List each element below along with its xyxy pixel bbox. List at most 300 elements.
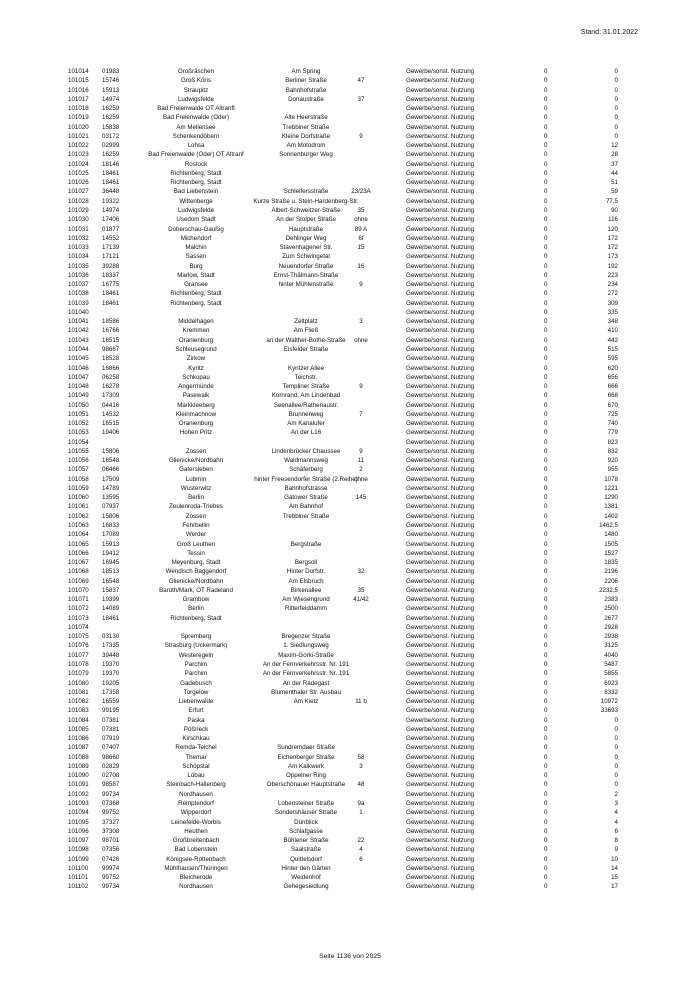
value-a: 0	[544, 179, 548, 187]
value-a: 0	[544, 790, 548, 798]
city: Nordhausen	[179, 883, 213, 891]
house-number: 1	[359, 809, 363, 817]
row-id: 101014	[68, 68, 89, 75]
city: Werder	[185, 531, 207, 539]
row-id: 101079	[68, 670, 89, 678]
value-b: 335	[607, 308, 618, 316]
street: Gehegesiedlung	[283, 883, 329, 891]
street: Bahnhofstraße	[285, 86, 327, 94]
postal-code: 19370	[102, 661, 120, 668]
row-id: 101024	[68, 160, 89, 168]
city: Kleinmachnow	[175, 410, 217, 418]
usage-type: Gewerbe/sonst. Nutzung	[406, 623, 475, 631]
city: Berlin	[188, 494, 204, 502]
row-id: 101064	[68, 531, 89, 539]
value-b: 823	[607, 438, 618, 446]
value-a: 0	[544, 623, 548, 631]
city: Bleicherode	[179, 874, 213, 882]
house-number: 9	[359, 281, 363, 289]
value-b: 779	[607, 429, 618, 437]
street: An der Stolper Straße	[276, 216, 336, 224]
value-b: 5487	[604, 661, 618, 668]
usage-type: Gewerbe/sonst. Nutzung	[406, 262, 475, 270]
value-b: 2	[614, 790, 618, 798]
postal-code: 02708	[102, 772, 120, 780]
row-id: 101035	[68, 262, 89, 270]
house-number: 9	[359, 383, 363, 391]
value-a: 0	[544, 318, 548, 326]
city: Gatersleben	[179, 466, 213, 474]
street: Am Bahnhof	[288, 503, 324, 511]
house-number: 47	[357, 77, 365, 85]
postal-code: 16766	[102, 327, 120, 335]
row-id: 101018	[68, 105, 89, 113]
value-a: 0	[544, 429, 548, 437]
row-id: 101085	[68, 725, 89, 733]
postal-code: 07381	[102, 716, 120, 724]
usage-type: Gewerbe/sonst. Nutzung	[406, 577, 475, 585]
row-id: 101050	[68, 401, 89, 409]
postal-code: 07426	[102, 855, 120, 863]
street: Albert-Schweitzer-Straße	[271, 206, 341, 214]
row-id: 101056	[68, 457, 89, 465]
row-id: 101078	[68, 661, 89, 668]
row-id: 101058	[68, 475, 89, 483]
postal-code: 39448	[102, 651, 120, 659]
value-b: 1835	[604, 559, 618, 567]
postal-code: 16866	[102, 364, 120, 372]
usage-type: Gewerbe/sonst. Nutzung	[406, 864, 475, 872]
usage-type: Gewerbe/sonst. Nutzung	[406, 290, 475, 298]
usage-type: Gewerbe/sonst. Nutzung	[406, 781, 475, 789]
row-id: 101059	[68, 484, 89, 492]
postal-code: 04416	[102, 401, 120, 409]
street: Am Kalkwerk	[287, 762, 325, 770]
usage-type: Gewerbe/sonst. Nutzung	[406, 568, 475, 576]
city: Strasburg (Uckermark)	[164, 642, 228, 650]
city: Heuthen	[184, 827, 208, 835]
city: Wipperdorf	[180, 809, 212, 817]
row-id: 101033	[68, 244, 89, 252]
street: hinter Mühlenstraße	[278, 281, 334, 289]
row-id: 101026	[68, 179, 89, 187]
value-b: 15	[611, 874, 618, 882]
value-a: 0	[544, 614, 548, 622]
usage-type: Gewerbe/sonst. Nutzung	[406, 484, 475, 492]
city: Lohsa	[187, 142, 205, 150]
house-number: 6f	[358, 234, 364, 242]
postal-code: 99974	[102, 864, 120, 872]
house-number: ohne	[354, 216, 368, 224]
usage-type: Gewerbe/sonst. Nutzung	[406, 197, 475, 205]
postal-code: 15913	[102, 86, 120, 94]
value-a: 0	[544, 68, 548, 75]
value-b: 2928	[604, 623, 618, 631]
row-id: 101091	[68, 781, 89, 789]
value-a: 0	[544, 503, 548, 511]
postal-code: 15913	[102, 540, 120, 548]
row-id: 101030	[68, 216, 89, 224]
street: An der Fernverkehrsstr. Nr. 191	[262, 661, 350, 668]
house-number: 58	[357, 753, 365, 761]
usage-type: Gewerbe/sonst. Nutzung	[406, 753, 475, 761]
street: Schlafgasse	[289, 827, 323, 835]
value-b: 3	[614, 799, 618, 807]
value-a: 0	[544, 688, 548, 696]
row-id: 101045	[68, 355, 89, 363]
usage-type: Gewerbe/sonst. Nutzung	[406, 735, 475, 743]
value-a: 0	[544, 586, 548, 594]
usage-type: Gewerbe/sonst. Nutzung	[406, 345, 475, 353]
value-b: 90	[611, 206, 618, 214]
value-b: 309	[607, 299, 618, 307]
value-b: 10	[611, 855, 618, 863]
value-b: 0	[614, 95, 618, 103]
value-a: 0	[544, 401, 548, 409]
city: Remptendorf	[178, 799, 214, 807]
value-a: 0	[544, 735, 548, 743]
usage-type: Gewerbe/sonst. Nutzung	[406, 160, 475, 168]
postal-code: 16259	[102, 105, 120, 113]
value-a: 0	[544, 466, 548, 474]
usage-type: Gewerbe/sonst. Nutzung	[406, 308, 475, 316]
value-b: 0	[614, 735, 618, 743]
usage-type: Gewerbe/sonst. Nutzung	[406, 670, 475, 678]
value-b: 4	[614, 809, 618, 817]
house-number: 2	[359, 466, 363, 474]
city: Königsee-Rottenbach	[166, 855, 226, 863]
value-a: 0	[544, 642, 548, 650]
value-b: 33693	[600, 707, 618, 715]
row-id: 101040	[68, 308, 89, 316]
postal-code: 07368	[102, 799, 120, 807]
postal-code: 06466	[102, 466, 120, 474]
street: Kurze Straße u. Stein-Hardenberg-Str.	[253, 197, 359, 205]
postal-code: 16278	[102, 383, 120, 391]
postal-code: 07937	[102, 503, 120, 511]
city: Zossen	[185, 447, 207, 455]
value-b: 14	[611, 864, 618, 872]
value-b: 725	[607, 410, 618, 418]
row-id: 101083	[68, 707, 89, 715]
value-b: 0	[614, 114, 618, 122]
postal-code: 16548	[102, 577, 120, 585]
usage-type: Gewerbe/sonst. Nutzung	[406, 336, 475, 344]
row-id: 101065	[68, 540, 89, 548]
value-b: 2383	[604, 596, 618, 604]
value-b: 2677	[604, 614, 618, 622]
usage-type: Gewerbe/sonst. Nutzung	[406, 68, 475, 75]
usage-type: Gewerbe/sonst. Nutzung	[406, 725, 475, 733]
street: An der L16	[290, 429, 322, 437]
row-id: 101038	[68, 290, 89, 298]
postal-code: 16945	[102, 559, 120, 567]
street: Sonnenburger Weg	[279, 151, 333, 159]
house-number: 3	[359, 318, 363, 326]
city: Malchin	[185, 244, 207, 252]
street: Am Elsbruch	[288, 577, 324, 585]
value-a: 0	[544, 855, 548, 863]
value-b: 12	[611, 142, 618, 150]
city: Doberschau-Gaußig	[168, 225, 224, 233]
street: Quittelsdorf	[290, 855, 322, 863]
house-number: 11 b	[355, 698, 367, 706]
row-id: 101029	[68, 206, 89, 214]
street: Sundremdaer Straße	[277, 744, 335, 752]
house-number: 9	[359, 132, 363, 140]
usage-type: Gewerbe/sonst. Nutzung	[406, 281, 475, 289]
value-a: 0	[544, 225, 548, 233]
postal-code: 16548	[102, 457, 120, 465]
street: Trebbiner Straße	[282, 123, 330, 131]
city: Großräschen	[177, 68, 215, 75]
street: Bregenzer Straße	[281, 633, 331, 641]
value-b: 1527	[604, 549, 618, 557]
usage-type: Gewerbe/sonst. Nutzung	[406, 438, 475, 446]
value-a: 0	[544, 216, 548, 224]
value-a: 0	[544, 114, 548, 122]
usage-type: Gewerbe/sonst. Nutzung	[406, 188, 475, 196]
city: Schleusegrund	[175, 345, 217, 353]
street: Kornrand, Am Lindenbad	[271, 392, 341, 400]
usage-type: Gewerbe/sonst. Nutzung	[406, 698, 475, 706]
postal-code: 17309	[102, 392, 120, 400]
city: Bad Lobenstein	[174, 846, 218, 854]
usage-type: Gewerbe/sonst. Nutzung	[406, 466, 475, 474]
usage-type: Gewerbe/sonst. Nutzung	[406, 809, 475, 817]
usage-type: Gewerbe/sonst. Nutzung	[406, 651, 475, 659]
street: Bahnhofstrasse	[284, 484, 328, 492]
usage-type: Gewerbe/sonst. Nutzung	[406, 271, 475, 279]
value-a: 0	[544, 123, 548, 131]
row-id: 101063	[68, 522, 89, 530]
row-id: 101043	[68, 336, 89, 344]
city: Groß Leuthen	[176, 540, 216, 548]
row-id: 101100	[68, 864, 89, 872]
postal-code: 02829	[102, 762, 120, 770]
row-id: 101042	[68, 327, 89, 335]
row-id: 101060	[68, 494, 89, 502]
value-b: 8332	[604, 688, 618, 696]
usage-type: Gewerbe/sonst. Nutzung	[406, 762, 475, 770]
city: Paska	[187, 716, 205, 724]
house-number: 9a	[357, 799, 365, 807]
value-a: 0	[544, 716, 548, 724]
usage-type: Gewerbe/sonst. Nutzung	[406, 688, 475, 696]
house-number: 3	[359, 762, 363, 770]
usage-type: Gewerbe/sonst. Nutzung	[406, 790, 475, 798]
row-id: 101074	[68, 623, 89, 631]
value-b: 59	[611, 188, 618, 196]
row-id: 101036	[68, 271, 89, 279]
value-a: 0	[544, 707, 548, 715]
street: Am Motodrom	[286, 142, 326, 150]
usage-type: Gewerbe/sonst. Nutzung	[406, 114, 475, 122]
row-id: 101023	[68, 151, 89, 159]
value-b: 0	[614, 725, 618, 733]
house-number: 4	[359, 846, 363, 854]
street: Lobensteiner Straße	[277, 799, 335, 807]
postal-code: 99752	[102, 874, 120, 882]
row-id: 101031	[68, 225, 89, 233]
postal-code: 14974	[102, 206, 120, 214]
row-id: 101101	[68, 874, 89, 882]
value-a: 0	[544, 559, 548, 567]
usage-type: Gewerbe/sonst. Nutzung	[406, 299, 475, 307]
value-b: 272	[607, 290, 618, 298]
value-b: 1381	[604, 503, 618, 511]
postal-code: 07356	[102, 846, 120, 854]
value-b: 6923	[604, 679, 618, 687]
street: Zeltplatz	[294, 318, 318, 326]
street: Am Kietz	[293, 698, 319, 706]
usage-type: Gewerbe/sonst. Nutzung	[406, 383, 475, 391]
row-id: 101047	[68, 373, 89, 381]
row-id: 101092	[68, 790, 89, 798]
city: Schöpstal	[182, 762, 210, 770]
row-id: 101037	[68, 281, 89, 289]
street: Trebbiner Straße	[282, 512, 330, 520]
row-id: 101087	[68, 744, 89, 752]
value-a: 0	[544, 308, 548, 316]
city: Marlow, Stadt	[177, 271, 215, 279]
value-a: 0	[544, 105, 548, 113]
usage-type: Gewerbe/sonst. Nutzung	[406, 401, 475, 409]
city: Kremmen	[182, 327, 210, 335]
house-number: 48	[357, 781, 365, 789]
value-a: 0	[544, 762, 548, 770]
usage-type: Gewerbe/sonst. Nutzung	[406, 355, 475, 363]
row-id: 101062	[68, 512, 89, 520]
street: Zum Schwingetal	[282, 253, 330, 261]
value-a: 0	[544, 837, 548, 845]
city: Wittenberge	[179, 197, 213, 205]
city: Parchim	[184, 670, 208, 678]
value-b: 172	[607, 234, 618, 242]
row-id: 101099	[68, 855, 89, 863]
street: 1. Siedlungsweg	[283, 642, 329, 650]
postal-code: 18146	[102, 160, 120, 168]
house-number: 35	[357, 586, 365, 594]
city: Straupitz	[183, 86, 209, 94]
value-b: 740	[607, 420, 618, 428]
usage-type: Gewerbe/sonst. Nutzung	[406, 392, 475, 400]
row-id: 101016	[68, 86, 89, 94]
value-b: 656	[607, 373, 618, 381]
city: Fehrbellin	[182, 522, 210, 530]
house-number: 23/23A	[351, 188, 371, 196]
city: Leinefelde-Worbis	[171, 818, 221, 826]
street: Eichenberger Straße	[277, 753, 335, 761]
value-a: 0	[544, 475, 548, 483]
usage-type: Gewerbe/sonst. Nutzung	[406, 364, 475, 372]
value-a: 0	[544, 169, 548, 177]
street: Stavenhagener Str.	[279, 244, 333, 252]
postal-code: 18461	[102, 169, 120, 177]
row-id: 101093	[68, 799, 89, 807]
value-a: 0	[544, 596, 548, 604]
usage-type: Gewerbe/sonst. Nutzung	[406, 679, 475, 687]
value-a: 0	[544, 77, 548, 85]
postal-code: 18461	[102, 614, 120, 622]
value-a: 0	[544, 809, 548, 817]
postal-code: 15837	[102, 586, 120, 594]
value-b: 17	[611, 883, 618, 891]
street: Waldmannsweg	[284, 457, 328, 465]
value-b: 2500	[604, 605, 618, 613]
street: Oberschönauer Hauptstraße	[266, 781, 346, 789]
value-b: 1480	[604, 531, 618, 539]
value-a: 0	[544, 132, 548, 140]
postal-code: 16775	[102, 281, 120, 289]
city: Bad Freienwalde OT Altranft	[157, 105, 235, 113]
city: Ludwigsfelde	[177, 95, 215, 103]
row-id: 101044	[68, 345, 89, 353]
value-b: 595	[607, 355, 618, 363]
postal-code: 01877	[102, 225, 120, 233]
city: Groß Köris	[181, 77, 211, 85]
value-a: 0	[544, 864, 548, 872]
city: Michendorf	[180, 234, 212, 242]
row-id: 101090	[68, 772, 89, 780]
value-a: 0	[544, 290, 548, 298]
usage-type: Gewerbe/sonst. Nutzung	[406, 605, 475, 613]
value-b: 3125	[604, 642, 618, 650]
value-a: 0	[544, 392, 548, 400]
row-id: 101067	[68, 559, 89, 567]
postal-code: 19322	[102, 197, 120, 205]
value-a: 0	[544, 484, 548, 492]
row-id: 101055	[68, 447, 89, 455]
row-id: 101046	[68, 364, 89, 372]
value-a: 0	[544, 457, 548, 465]
usage-type: Gewerbe/sonst. Nutzung	[406, 837, 475, 845]
house-number: 9	[359, 447, 363, 455]
value-a: 0	[544, 540, 548, 548]
postal-code: 13595	[102, 494, 120, 502]
house-number: 35	[357, 206, 365, 214]
house-number: 15	[357, 244, 365, 252]
value-b: 1505	[604, 540, 618, 548]
row-id: 101073	[68, 614, 89, 622]
value-b: 37	[611, 160, 618, 168]
city: Usedom Stadt	[176, 216, 216, 224]
city: Pößneck	[183, 725, 209, 733]
row-id: 101015	[68, 77, 89, 85]
usage-type: Gewerbe/sonst. Nutzung	[406, 799, 475, 807]
usage-type: Gewerbe/sonst. Nutzung	[406, 105, 475, 113]
usage-type: Gewerbe/sonst. Nutzung	[406, 531, 475, 539]
value-a: 0	[544, 633, 548, 641]
city: Baruth/Mark, OT Radeland	[159, 586, 233, 594]
city: Pasewalk	[182, 392, 210, 400]
row-id: 101072	[68, 605, 89, 613]
usage-type: Gewerbe/sonst. Nutzung	[406, 244, 475, 252]
street: Alte Heerstraße	[284, 114, 328, 122]
value-b: 832	[607, 447, 618, 455]
city: Zirkow	[186, 355, 206, 363]
row-id: 101094	[68, 809, 89, 817]
row-id: 101086	[68, 735, 89, 743]
postal-code: 14089	[102, 605, 120, 613]
postal-code: 37327	[102, 818, 120, 826]
city: Westeregeln	[178, 651, 214, 659]
usage-type: Gewerbe/sonst. Nutzung	[406, 253, 475, 261]
city: Richtenberg, Stadt	[170, 169, 222, 177]
postal-code: 18461	[102, 290, 120, 298]
usage-type: Gewerbe/sonst. Nutzung	[406, 707, 475, 715]
postal-code: 19370	[102, 670, 120, 678]
